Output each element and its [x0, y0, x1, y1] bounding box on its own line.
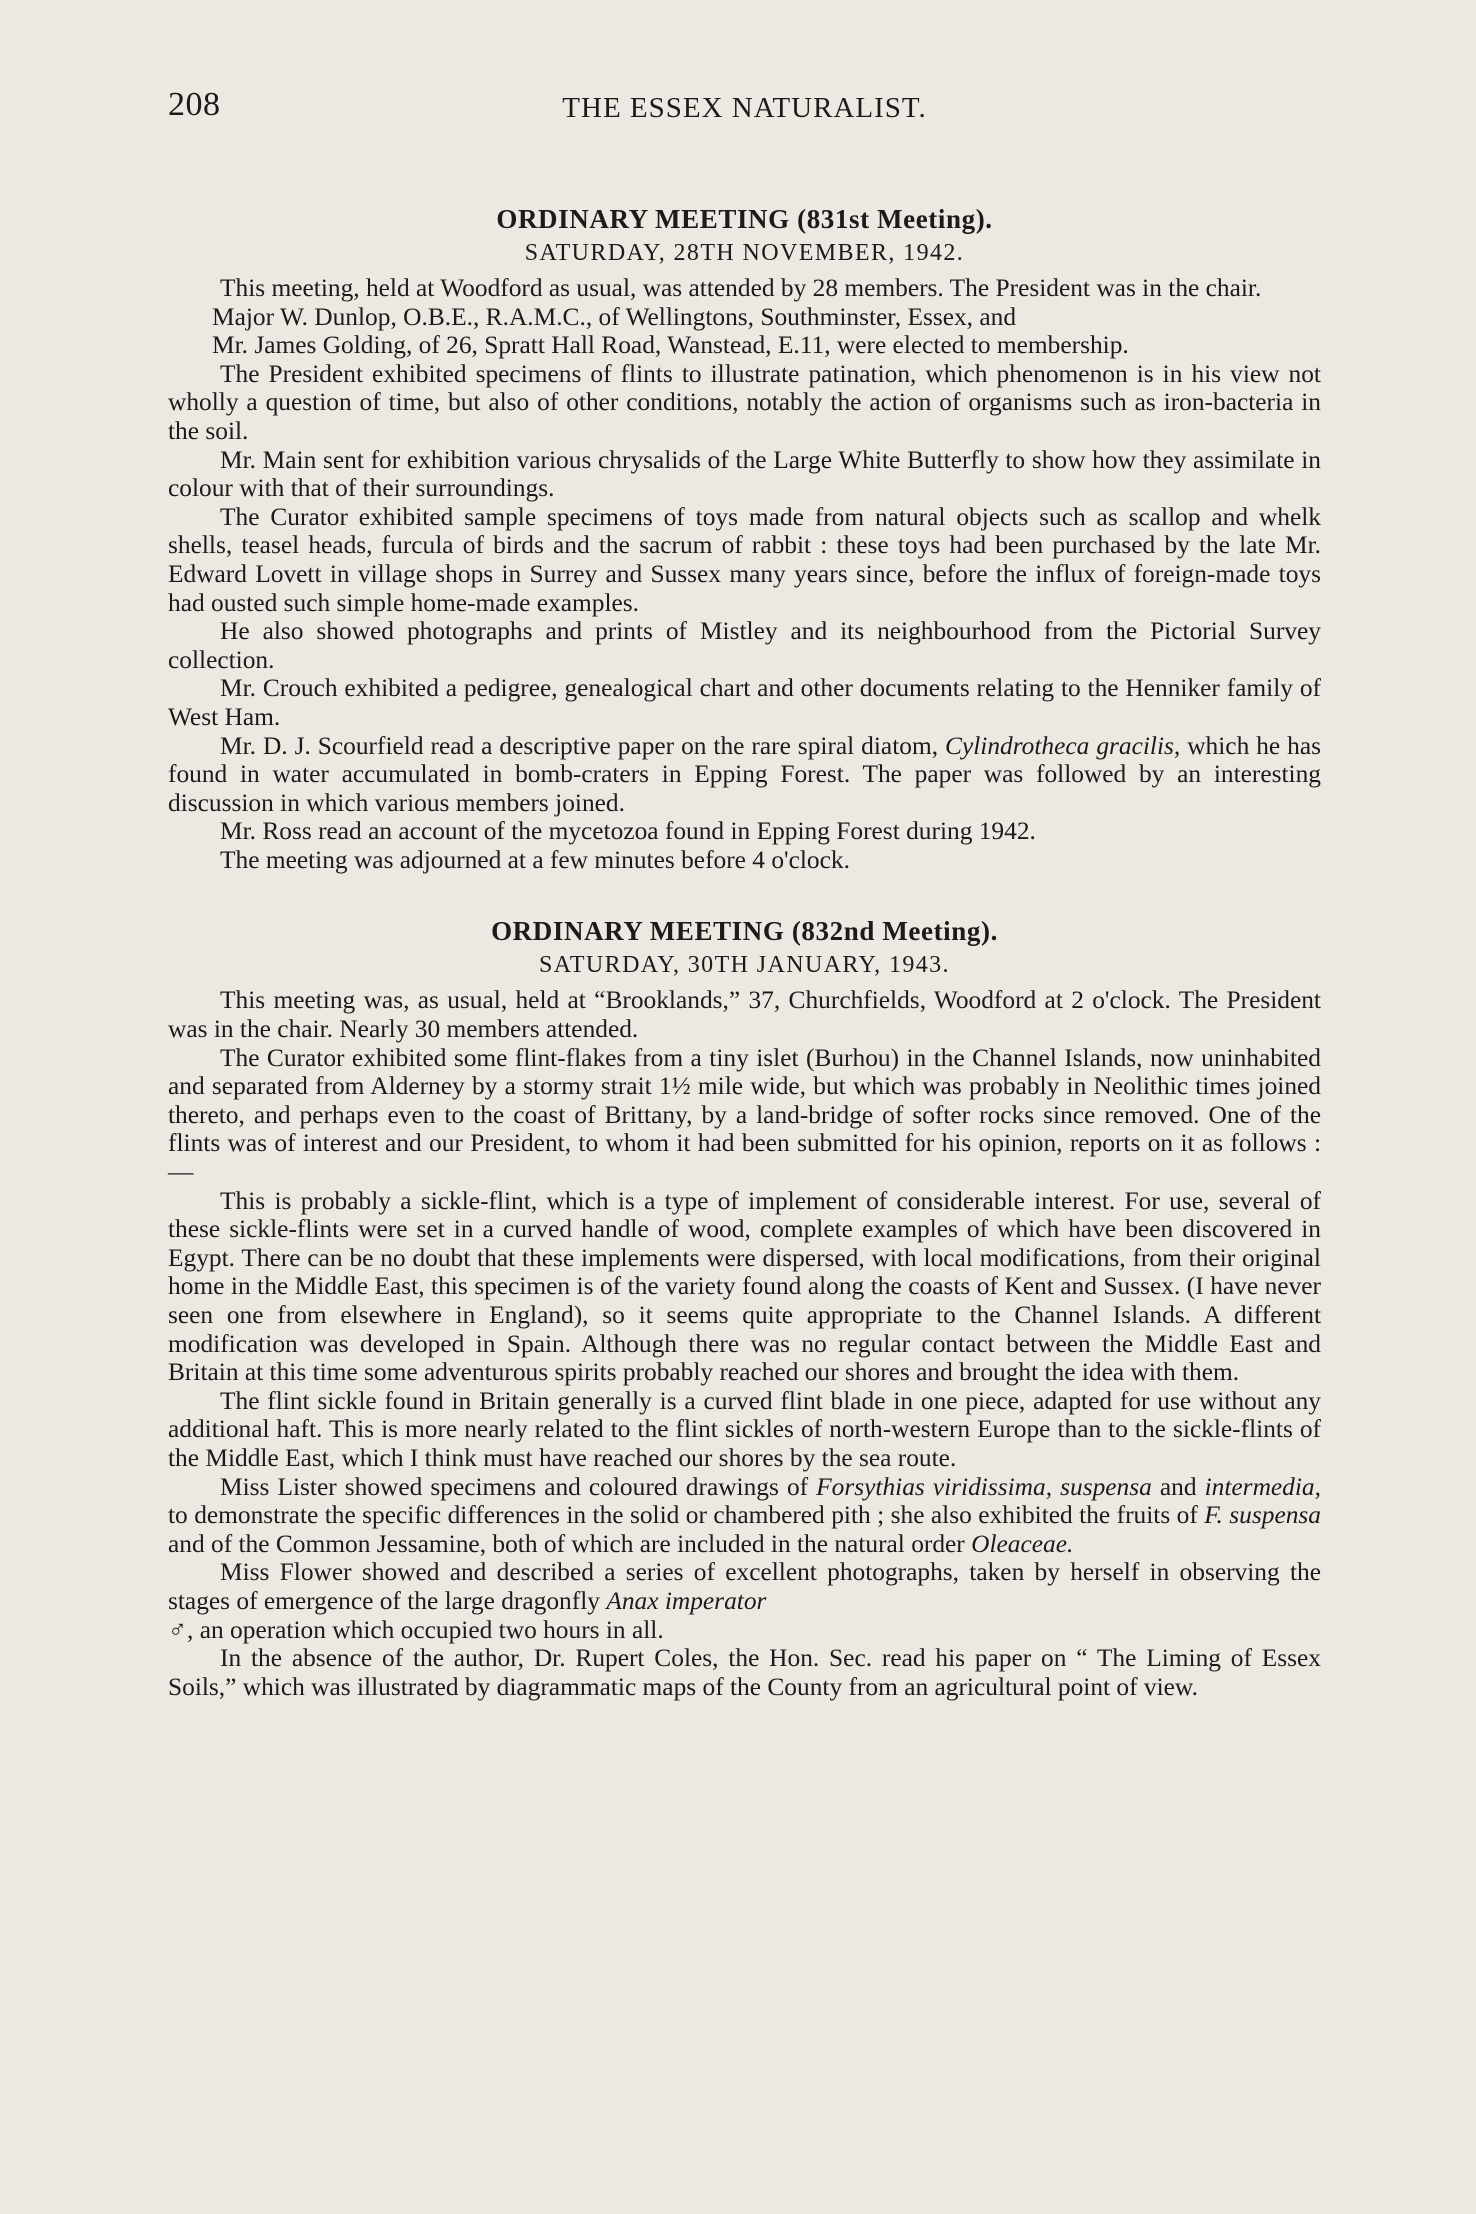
meeting-832-section	[168, 914, 1321, 1701]
ross-paragraph: Mr. Ross read an account of the mycetozoa found in Epping Forest during 1942.	[220, 817, 1036, 846]
meeting-831-intro: This meeting, held at Woodford as usual, was attended by 28 members. The President was in the chair.	[220, 274, 1262, 302]
flint-sickle-britain-paragraph: The flint sickle found in Britain generally is a curved flint blade in one piece, adapted for use without any additional haft. This is more nearly related to the flint sickles of north-western Europe than to the sickle-flints of the Middle East, which I think must have reached our shores by the sea route.	[168, 1386, 1321, 1472]
lister-paragraph	[168, 1473, 1321, 1559]
scourfield-text-a: Mr. D. J. Scourfield read a descriptive paper on the rare spiral diatom,	[220, 731, 939, 760]
flower-text-1: Miss Flower showed and described a series of excellent photographs, taken by herself in observing the stages of emergence of the large dragonfly	[168, 1558, 1321, 1615]
crouch-paragraph: Mr. Crouch exhibited a pedigree, genealogical chart and other documents relating to the Henniker family of West Ham.	[168, 674, 1321, 731]
coles-paragraph: In the absence of the author, Dr. Rupert Coles, the Hon. Sec. read his paper on “ The Liming of Essex Soils,” which was illustrated by diagrammatic maps of the County from an agricultural point of view.	[168, 1644, 1321, 1701]
page-number: 208	[168, 86, 221, 123]
new-member-dunlop: Major W. Dunlop, O.B.E., R.A.M.C., of Wellingtons, Southminster, Essex, and	[212, 302, 1017, 331]
meeting-832-date: SATURDAY, 30TH JANUARY, 1943.	[539, 952, 950, 979]
photographs-paragraph: He also showed photographs and prints of Mistley and its neighbourhood from the Pictorial Survey collection.	[168, 617, 1321, 674]
scourfield-text-b: which he has found in water accumulated in bomb-craters in Epping Forest. The paper was followed by an interesting discussion in which various members joined.	[168, 731, 1322, 817]
lister-text-3: to demonstrate the specific differences in the solid or chambered pith ; she also exhibited the fruits of	[168, 1501, 1198, 1530]
meeting-831-section	[168, 202, 1321, 874]
lister-order-name: Oleaceae.	[971, 1529, 1074, 1558]
journal-title: THE ESSEX NATURALIST.	[562, 92, 927, 124]
curator-toys-paragraph: The Curator exhibited sample specimens of toys made from natural objects such as scallop and whelk shells, teasel heads, furcula of birds and the sacrum of rabbit : these toys had been purchased by the late Mr. Edward Lovett in village shops in Surrey and Sussex many years since, before the influx of foreign-made toys had ousted such simple home-made examples.	[168, 502, 1321, 617]
meeting-831-date: SATURDAY, 28TH NOVEMBER, 1942.	[524, 240, 965, 266]
meeting-832-title: ORDINARY MEETING (832nd Meeting).	[491, 916, 998, 947]
lister-text-2: and	[1159, 1472, 1197, 1501]
meeting-832-intro: This meeting was, as usual, held at “Brooklands,” 37, Churchfields, Woodford at 2 o'clock. The President was in the chair. Nearly 30 members attended.	[168, 986, 1321, 1044]
flower-text-2: ♂, an operation which occupied two hours in all.	[168, 1615, 664, 1644]
lister-species-2: intermedia,	[1204, 1472, 1321, 1501]
president-exhibit-paragraph: The President exhibited specimens of flints to illustrate patination, which phenomenon is in his view not wholly a question of time, but also of other conditions, notably the action of organisms such as iron-bacteria in the soil.	[168, 359, 1321, 445]
diatom-species-name: Cylindrotheca gracilis,	[945, 731, 1181, 760]
scourfield-paragraph	[168, 732, 1321, 818]
lister-species-1: Forsythias viridissima, suspensa	[816, 1472, 1152, 1501]
lister-text-1: Miss Lister showed specimens and coloured drawings of	[220, 1472, 809, 1501]
new-member-golding: Mr. James Golding, of 26, Spratt Hall Road, Wanstead, E.11, were elected to membership.	[212, 331, 1129, 360]
adjourned-paragraph: The meeting was adjourned at a few minutes before 4 o'clock.	[220, 845, 850, 874]
curator-flints-paragraph: The Curator exhibited some flint-flakes from a tiny islet (Burhou) in the Channel Islands, now uninhabited and separated from Alderney by a stormy strait 1½ mile wide, but which was probably in Neolithic times joined thereto, and perhaps even to the coast of Brittany, by a land-bridge of softer rocks since removed. One of the flints was of interest and our President, to whom it had been submitted for his opinion, reports on it as follows :—	[168, 1043, 1321, 1187]
dragonfly-species-name: Anax imperator	[606, 1586, 767, 1615]
running-head	[168, 86, 1321, 132]
lister-text-4: and of the Common Jessamine, both of which are included in the natural order	[168, 1529, 965, 1558]
lister-species-3: F. suspensa	[1204, 1501, 1321, 1530]
meeting-831-title: ORDINARY MEETING (831st Meeting).	[496, 204, 993, 234]
main-exhibit-paragraph: Mr. Main sent for exhibition various chrysalids of the Large White Butterfly to show how they assimilate in colour with that of their surroundings.	[168, 445, 1321, 503]
flower-paragraph	[168, 1558, 1321, 1644]
sickle-flint-paragraph: This is probably a sickle-flint, which is a type of implement of considerable interest. For use, several of these sickle-flints were set in a curved handle of wood, complete examples of which have been discovered in Egypt. There can be no doubt that these implements were dispersed, with local modifications, from their original home in the Middle East, this specimen is of the variety found along the coasts of Kent and Sussex. (I have never seen one from elsewhere in England), so it seems quite appropriate to the Channel Islands. A different modification was developed in Spain. Although there was no regular contact between the Middle East and Britain at this time some adventurous spirits probably reached our shores and brought the idea with them.	[168, 1186, 1321, 1387]
